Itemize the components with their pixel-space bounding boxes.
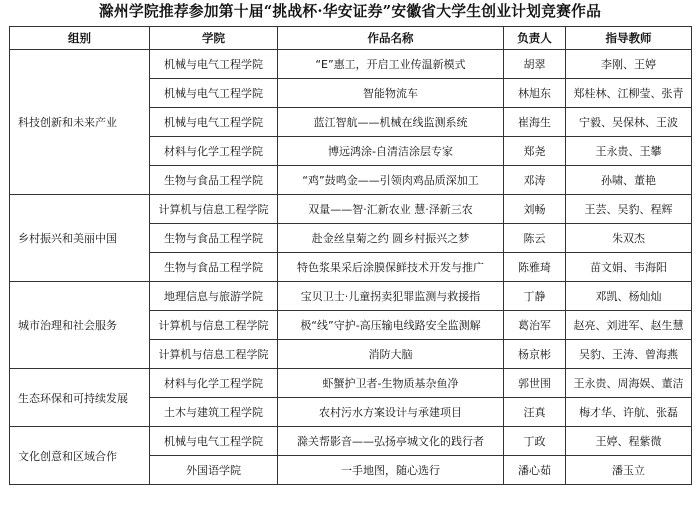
leader-cell: 杨京彬: [504, 340, 566, 369]
work-cell: 农村污水方案设计与承建项目: [278, 398, 504, 427]
college-cell: 机械与电气工程学院: [150, 427, 278, 456]
leader-cell: 郑尧: [504, 137, 566, 166]
work-cell: 智能物流车: [278, 79, 504, 108]
college-cell: 材料与化学工程学院: [150, 369, 278, 398]
leader-cell: 汪真: [504, 398, 566, 427]
college-cell: 生物与食品工程学院: [150, 166, 278, 195]
work-cell: 赴金丝皇菊之约 圆乡村振兴之梦: [278, 224, 504, 253]
advisor-cell: 宁毅、吴保林、王波: [566, 108, 692, 137]
college-cell: 计算机与信息工程学院: [150, 340, 278, 369]
work-cell: “E”惠工，开启工业传温新模式: [278, 50, 504, 79]
advisor-cell: 孙啸、董艳: [566, 166, 692, 195]
work-cell: 极“线”守护-高压输电线路安全监测解: [278, 311, 504, 340]
college-cell: 生物与食品工程学院: [150, 253, 278, 282]
advisor-cell: 吴豹、王涛、曾海燕: [566, 340, 692, 369]
college-cell: 材料与化学工程学院: [150, 137, 278, 166]
leader-cell: 葛治军: [504, 311, 566, 340]
college-cell: 机械与电气工程学院: [150, 79, 278, 108]
leader-cell: 刘畅: [504, 195, 566, 224]
header-advisor: 指导教师: [566, 27, 692, 50]
group-cell: 城市治理和社会服务: [10, 282, 150, 369]
leader-cell: 丁政: [504, 427, 566, 456]
advisor-cell: 梅才华、许航、张磊: [566, 398, 692, 427]
work-cell: 蓝江智航——机械在线监测系统: [278, 108, 504, 137]
college-cell: 地理信息与旅游学院: [150, 282, 278, 311]
advisor-cell: 王芸、吴豹、程辉: [566, 195, 692, 224]
work-cell: 宝贝卫士·儿童拐卖犯罪监测与救援指: [278, 282, 504, 311]
advisor-cell: 潘玉立: [566, 456, 692, 485]
work-cell: 消防大脑: [278, 340, 504, 369]
leader-cell: 胡翠: [504, 50, 566, 79]
leader-cell: 郭世围: [504, 369, 566, 398]
group-cell: 生态环保和可持续发展: [10, 369, 150, 427]
work-cell: 一手地图，随心选行: [278, 456, 504, 485]
college-cell: 机械与电气工程学院: [150, 108, 278, 137]
work-cell: 滁关帮影音——弘扬亭城文化的践行者: [278, 427, 504, 456]
work-cell: 双量——智·汇新农业 慧·泽新三农: [278, 195, 504, 224]
work-cell: 博远鸿涂-自清洁涂层专家: [278, 137, 504, 166]
table-row: [10, 369, 692, 398]
college-cell: 机械与电气工程学院: [150, 50, 278, 79]
advisor-cell: 赵亮、刘进军、赵生慧: [566, 311, 692, 340]
college-cell: 计算机与信息工程学院: [150, 311, 278, 340]
header-leader: 负责人: [504, 27, 566, 50]
header-college: 学院: [150, 27, 278, 50]
header-work: 作品名称: [278, 27, 504, 50]
leader-cell: 潘心茹: [504, 456, 566, 485]
table-row: [10, 195, 692, 224]
group-cell: 科技创新和未来产业: [10, 50, 150, 195]
work-cell: 虾蟹护卫者-生物质基杂鱼净: [278, 369, 504, 398]
advisor-cell: 李刚、王婷: [566, 50, 692, 79]
header-group: 组别: [10, 27, 150, 50]
group-cell: 文化创意和区域合作: [10, 427, 150, 485]
leader-cell: 陈雅琦: [504, 253, 566, 282]
entries-table: [9, 26, 692, 485]
table-row: [10, 427, 692, 456]
table-header-row: [10, 27, 692, 50]
college-cell: 外国语学院: [150, 456, 278, 485]
leader-cell: 邓涛: [504, 166, 566, 195]
advisor-cell: 王永贵、周海娱、董洁: [566, 369, 692, 398]
advisor-cell: 王永贵、王攀: [566, 137, 692, 166]
advisor-cell: 郑桂林、江柳莹、张青: [566, 79, 692, 108]
leader-cell: 林旭东: [504, 79, 566, 108]
document-title: 滁州学院推荐参加第十届“挑战杯·华安证券”安徽省大学生创业计划竞赛作品: [98, 3, 602, 20]
college-cell: 土木与建筑工程学院: [150, 398, 278, 427]
group-cell: 乡村振兴和美丽中国: [10, 195, 150, 282]
advisor-cell: 苗文娟、韦海阳: [566, 253, 692, 282]
work-cell: 特色浆果采后涂膜保鲜技术开发与推广: [278, 253, 504, 282]
table-row: [10, 282, 692, 311]
advisor-cell: 朱双杰: [566, 224, 692, 253]
advisor-cell: 王婷、程紫微: [566, 427, 692, 456]
college-cell: 生物与食品工程学院: [150, 224, 278, 253]
leader-cell: 陈云: [504, 224, 566, 253]
leader-cell: 崔海生: [504, 108, 566, 137]
college-cell: 计算机与信息工程学院: [150, 195, 278, 224]
work-cell: “鸡”鼓鸣金——引领肉鸡品质深加工: [278, 166, 504, 195]
table-row: [10, 50, 692, 79]
advisor-cell: 邓凯、杨灿灿: [566, 282, 692, 311]
leader-cell: 丁静: [504, 282, 566, 311]
